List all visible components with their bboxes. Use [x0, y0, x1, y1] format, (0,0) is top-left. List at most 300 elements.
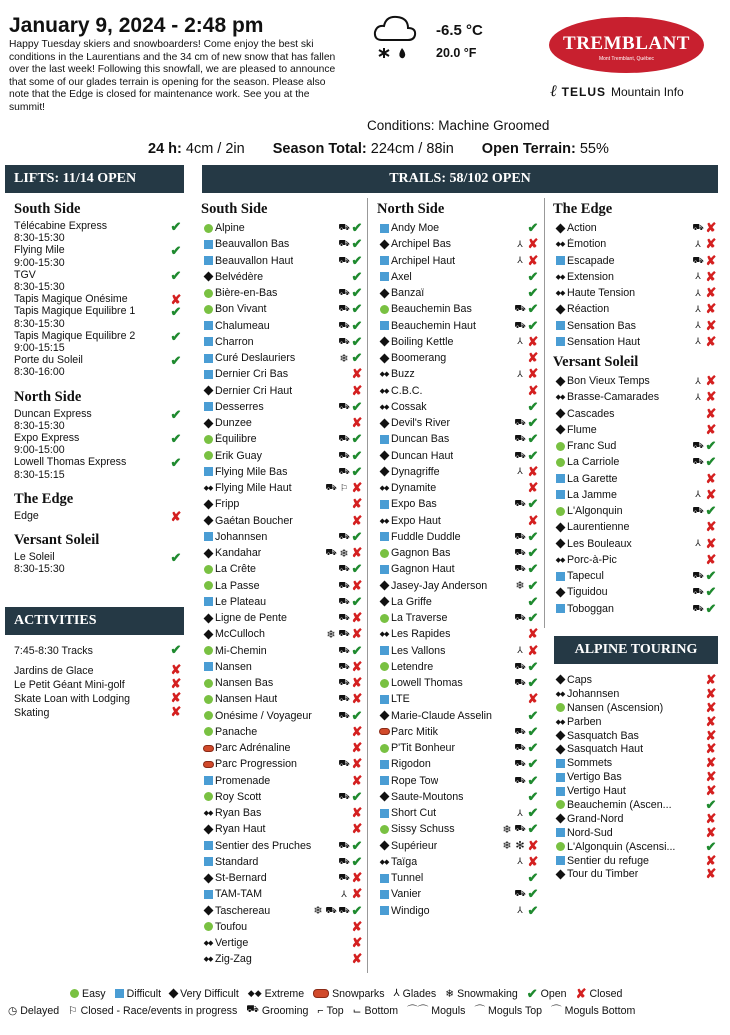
trail-status — [338, 301, 363, 317]
trail-row[interactable] — [377, 903, 539, 919]
glades-icon: ⅄ — [695, 238, 701, 249]
trail-row[interactable] — [553, 373, 717, 389]
open-check-icon: ✔ — [705, 796, 717, 812]
difficulty-icon — [201, 711, 215, 720]
trail-row[interactable] — [201, 854, 363, 870]
difficulty-icon — [201, 240, 215, 249]
extreme-double-diamond-icon: ◆◆ — [555, 394, 565, 402]
lift-name: Télécabine Express — [14, 220, 108, 232]
trail-name: Beauchemin Bas — [391, 303, 472, 316]
difficulty-icon — [201, 890, 215, 899]
trail-row[interactable] — [377, 431, 539, 447]
trail-row[interactable] — [377, 464, 539, 480]
telus-brand: TELUS — [561, 85, 607, 99]
trail-row[interactable] — [377, 756, 539, 772]
touring-row[interactable] — [553, 729, 717, 743]
difficult-square-icon — [556, 474, 565, 483]
trail-row[interactable] — [553, 471, 717, 487]
snowpark-icon — [203, 761, 214, 768]
touring-name: Johannsen — [567, 687, 620, 700]
open-check-icon: ✔ — [351, 593, 363, 609]
trail-row[interactable] — [553, 536, 717, 552]
trail-status — [527, 269, 539, 285]
lift-item[interactable] — [14, 551, 182, 575]
trail-row[interactable] — [201, 805, 363, 821]
grooming-icon: ⛟ — [338, 595, 350, 606]
lift-item[interactable] — [14, 305, 182, 329]
difficulty-icon — [377, 387, 391, 395]
difficulty-icon — [201, 922, 215, 931]
trail-name: Desserres — [215, 400, 264, 413]
very-difficult-diamond-icon — [203, 418, 213, 428]
trail-name: Onésime / Voyageur — [215, 709, 312, 722]
trail-row[interactable] — [201, 724, 363, 740]
grooming-icon: ⛟ — [338, 660, 350, 671]
trail-row[interactable] — [377, 480, 539, 496]
trail-row[interactable] — [377, 578, 539, 594]
trail-status — [527, 691, 539, 707]
trail-row[interactable] — [377, 236, 539, 252]
trail-row[interactable] — [553, 301, 717, 317]
trail-name: Standard — [215, 855, 259, 868]
trail-row[interactable] — [201, 610, 363, 626]
extreme-double-diamond-icon: ◆◆ — [379, 517, 389, 525]
very-difficult-diamond-icon — [555, 304, 565, 314]
trail-row[interactable] — [201, 789, 363, 805]
closed-x-icon: ✘ — [351, 918, 363, 934]
closed-x-icon: ✘ — [705, 551, 717, 567]
trail-name: Fuddle Duddle — [391, 530, 461, 543]
very-difficult-diamond-icon — [379, 418, 389, 428]
trail-row[interactable] — [201, 578, 363, 594]
lift-item[interactable] — [14, 408, 182, 432]
difficult-square-icon — [204, 402, 213, 411]
trail-row[interactable] — [377, 496, 539, 512]
trail-status — [351, 513, 363, 529]
closed-x-icon: ✘ — [527, 626, 539, 642]
touring-row[interactable] — [553, 770, 717, 784]
difficult-square-icon — [204, 776, 213, 785]
trail-row[interactable] — [201, 496, 363, 512]
trail-row[interactable] — [553, 269, 717, 285]
open-check-icon: ✔ — [170, 642, 182, 657]
lift-item[interactable] — [14, 330, 182, 354]
trail-name: Brasse-Camarades — [567, 391, 660, 404]
trail-row[interactable] — [377, 626, 539, 642]
closed-x-icon: ✘ — [351, 415, 363, 431]
trail-row[interactable] — [201, 675, 363, 691]
trail-status — [527, 870, 539, 886]
closed-x-icon: ✘ — [351, 821, 363, 837]
trail-row[interactable] — [377, 724, 539, 740]
difficulty-icon — [201, 420, 215, 427]
trail-row[interactable] — [377, 366, 539, 382]
touring-status — [705, 687, 717, 701]
moguls-icon: ⌒⌒ — [407, 1005, 429, 1017]
snowpark-icon — [313, 989, 329, 998]
glades-icon: ⅄ — [695, 320, 701, 331]
trail-row[interactable] — [377, 350, 539, 366]
open-check-icon: ✔ — [351, 268, 363, 284]
easy-circle-icon — [380, 614, 389, 623]
activity-item[interactable] — [14, 664, 182, 678]
trail-name: Gaétan Boucher — [215, 514, 293, 527]
trail-row[interactable] — [201, 773, 363, 789]
activity-item[interactable] — [14, 678, 182, 692]
trail-row[interactable] — [377, 253, 539, 269]
trail-row[interactable] — [553, 285, 717, 301]
touring-row[interactable] — [553, 826, 717, 840]
lift-item[interactable] — [14, 269, 182, 293]
difficulty-icon — [201, 550, 215, 557]
trail-row[interactable] — [201, 220, 363, 236]
closed-race-flag-icon: ⚐ — [339, 482, 349, 493]
trail-status — [501, 838, 539, 854]
trail-row[interactable] — [377, 448, 539, 464]
trail-row[interactable] — [201, 756, 363, 772]
difficult-square-icon — [380, 776, 389, 785]
trail-status — [338, 529, 363, 545]
trail-row[interactable] — [201, 350, 363, 366]
difficult-square-icon — [380, 321, 389, 330]
column-divider — [367, 198, 368, 973]
very-difficult-diamond-icon — [379, 841, 389, 851]
trail-row[interactable] — [377, 838, 539, 854]
trail-name: Axel — [391, 270, 412, 283]
trail-row[interactable] — [553, 454, 717, 470]
trail-row[interactable] — [377, 269, 539, 285]
trail-row[interactable] — [201, 253, 363, 269]
touring-row[interactable] — [553, 798, 717, 812]
trail-row[interactable] — [201, 708, 363, 724]
trail-status — [338, 431, 363, 447]
activity-item[interactable] — [14, 692, 182, 706]
touring-row[interactable] — [553, 673, 717, 687]
trail-row[interactable] — [377, 610, 539, 626]
trail-row[interactable] — [377, 886, 539, 902]
difficulty-icon — [201, 615, 215, 622]
easy-circle-icon — [204, 646, 213, 655]
trail-row[interactable] — [201, 659, 363, 675]
trail-status — [514, 903, 539, 919]
trail-row[interactable] — [377, 643, 539, 659]
trail-row[interactable] — [377, 318, 539, 334]
trail-row[interactable] — [201, 919, 363, 935]
difficulty-icon — [553, 306, 567, 313]
trail-row[interactable] — [201, 383, 363, 399]
trail-row[interactable] — [377, 821, 539, 837]
trail-row[interactable] — [201, 529, 363, 545]
difficulty-icon — [377, 614, 391, 623]
trail-name: Lowell Thomas — [391, 677, 463, 690]
trail-row[interactable] — [201, 903, 363, 919]
trail-status — [692, 220, 717, 236]
extreme-double-diamond-icon: ◆◆ — [555, 290, 565, 298]
telus-logo-icon: ℓ — [550, 83, 557, 100]
lift-item[interactable] — [14, 244, 182, 268]
difficulty-icon — [377, 906, 391, 915]
trail-name: Roy Scott — [215, 790, 262, 803]
difficulty-icon — [201, 841, 215, 850]
grooming-icon: ⛟ — [338, 758, 350, 769]
difficulty-icon — [377, 646, 391, 655]
trail-row[interactable] — [201, 415, 363, 431]
grooming-icon: ⛟ — [514, 547, 526, 558]
touring-name: Sasquatch Bas — [567, 729, 639, 742]
bottom-icon: ⌙ — [352, 1004, 362, 1017]
extreme-double-diamond-icon: ◆◆ — [379, 371, 389, 379]
trail-row[interactable] — [201, 334, 363, 350]
trail-row[interactable] — [201, 740, 363, 756]
very-difficult-diamond-icon — [379, 288, 389, 298]
difficulty-icon — [201, 467, 215, 476]
trail-row[interactable] — [553, 220, 717, 236]
trail-name: Cossak — [391, 400, 427, 413]
grooming-icon: ⛟ — [338, 855, 350, 866]
trail-status — [338, 643, 363, 659]
grooming-icon: ⛟ — [325, 547, 337, 558]
trail-row[interactable] — [553, 568, 717, 584]
trail-row[interactable] — [201, 870, 363, 886]
trail-name: Flume — [567, 423, 597, 436]
touring-row[interactable] — [553, 756, 717, 770]
trail-status — [692, 285, 717, 301]
trail-row[interactable] — [377, 854, 539, 870]
grooming-icon: ⛟ — [338, 287, 350, 298]
closed-x-icon: ✘ — [527, 512, 539, 528]
trail-row[interactable] — [553, 334, 717, 350]
trail-row[interactable] — [201, 366, 363, 382]
lift-item[interactable] — [14, 292, 182, 308]
trail-row[interactable] — [201, 513, 363, 529]
touring-row[interactable] — [553, 784, 717, 798]
difficulty-icon — [201, 256, 215, 265]
trail-row[interactable] — [201, 821, 363, 837]
open-check-icon: ✔ — [527, 805, 539, 821]
lift-item[interactable] — [14, 220, 182, 244]
trail-row[interactable] — [201, 269, 363, 285]
open-check-icon: ✔ — [527, 886, 539, 902]
trail-row[interactable] — [377, 334, 539, 350]
trail-row[interactable] — [377, 675, 539, 691]
trail-row[interactable] — [377, 659, 539, 675]
lift-name: Expo Express — [14, 432, 80, 445]
difficult-square-icon — [380, 809, 389, 818]
trail-row[interactable] — [201, 626, 363, 642]
trail-row[interactable] — [201, 464, 363, 480]
extreme-double-diamond-icon: ◆◆ — [203, 485, 213, 493]
trail-row[interactable] — [201, 643, 363, 659]
trail-row[interactable] — [201, 935, 363, 951]
logo-subtext: Mont Tremblant, Québec — [598, 56, 655, 62]
trail-row[interactable] — [553, 503, 717, 519]
very-difficult-diamond-icon — [203, 272, 213, 282]
trail-row[interactable] — [377, 301, 539, 317]
trail-status — [338, 659, 363, 675]
trail-row[interactable] — [553, 253, 717, 269]
trail-row[interactable] — [553, 406, 717, 422]
trail-row[interactable] — [201, 951, 363, 967]
trail-row[interactable] — [377, 545, 539, 561]
trail-row[interactable] — [553, 487, 717, 503]
trail-row[interactable] — [201, 431, 363, 447]
trail-row[interactable] — [201, 399, 363, 415]
lift-item[interactable] — [14, 510, 182, 522]
activity-name: Le Petit Géant Mini-golf — [14, 679, 125, 691]
closed-x-icon: ✘ — [351, 805, 363, 821]
trail-row[interactable] — [553, 389, 717, 405]
closed-x-icon: ✘ — [705, 373, 717, 389]
trail-name: Les Vallons — [391, 644, 446, 657]
conditions: Conditions: Machine Groomed — [367, 118, 550, 133]
difficult-square-icon — [380, 890, 389, 899]
difficult-square-icon — [556, 321, 565, 330]
activity-item[interactable] — [14, 644, 182, 658]
touring-status — [705, 854, 717, 868]
closed-x-icon: ✘ — [351, 577, 363, 593]
difficulty-icon — [201, 646, 215, 655]
closed-x-icon: ✘ — [170, 704, 182, 719]
touring-row[interactable] — [553, 687, 717, 701]
trail-row[interactable] — [377, 740, 539, 756]
difficult-square-icon — [556, 856, 565, 865]
trail-status — [338, 578, 363, 594]
closed-x-icon: ✘ — [705, 866, 717, 882]
touring-name: Vertigo Haut — [567, 785, 626, 798]
difficulty-icon — [377, 435, 391, 444]
grooming-icon: ⛟ — [338, 839, 350, 850]
activity-name: Jardins de Glace — [14, 665, 94, 677]
difficulty-icon — [201, 826, 215, 833]
grooming-icon: ⛟ — [514, 433, 526, 444]
touring-row[interactable] — [553, 812, 717, 826]
trail-row[interactable] — [377, 789, 539, 805]
trail-row[interactable] — [377, 708, 539, 724]
trail-status — [514, 740, 539, 756]
trail-status — [338, 838, 363, 854]
difficulty-icon — [553, 458, 567, 467]
trail-row[interactable] — [377, 594, 539, 610]
trail-row[interactable] — [377, 561, 539, 577]
trail-row[interactable] — [201, 838, 363, 854]
trail-row[interactable] — [377, 383, 539, 399]
lift-item[interactable] — [14, 354, 182, 378]
trail-row[interactable] — [201, 594, 363, 610]
trail-row[interactable] — [377, 399, 539, 415]
trail-status — [351, 415, 363, 431]
trail-row[interactable] — [377, 285, 539, 301]
trail-status — [705, 422, 717, 438]
lift-name: Porte du Soleil — [14, 354, 83, 367]
difficulty-icon — [553, 828, 567, 837]
touring-name: Nord-Sud — [567, 826, 613, 839]
easy-circle-icon — [204, 727, 213, 736]
trail-name: Chalumeau — [215, 319, 270, 332]
lift-item[interactable] — [14, 432, 182, 456]
touring-row[interactable] — [553, 742, 717, 756]
trail-row[interactable] — [377, 691, 539, 707]
touring-row[interactable] — [553, 840, 717, 854]
open-check-icon: ✔ — [527, 772, 539, 788]
grooming-icon: ⛟ — [338, 872, 350, 883]
trail-row[interactable] — [553, 584, 717, 600]
easy-circle-icon — [204, 224, 213, 233]
trail-name: Franc Sud — [567, 440, 617, 453]
trail-row[interactable] — [201, 561, 363, 577]
glades-icon: ⅄ — [517, 336, 523, 347]
open-check-icon: ✔ — [351, 252, 363, 268]
trail-row[interactable] — [201, 236, 363, 252]
trail-name: Escapade — [567, 254, 615, 267]
closed-x-icon: ✘ — [705, 236, 717, 252]
trail-row[interactable] — [553, 236, 717, 252]
difficulty-icon — [553, 604, 567, 613]
glades-icon: ⅄ — [517, 856, 523, 867]
telus-mountain-info — [550, 83, 684, 101]
trail-row[interactable] — [201, 886, 363, 902]
trail-name: Charron — [215, 335, 254, 348]
trail-name: Nansen Bas — [215, 677, 274, 690]
trail-row[interactable] — [377, 513, 539, 529]
touring-row[interactable] — [553, 867, 717, 881]
trail-row[interactable] — [553, 601, 717, 617]
closed-x-icon: ✘ — [705, 333, 717, 349]
difficult-square-icon — [204, 467, 213, 476]
trail-row[interactable] — [377, 529, 539, 545]
open-check-icon: ✔ — [705, 438, 717, 454]
trail-row[interactable] — [201, 691, 363, 707]
glades-icon: ⅄ — [695, 375, 701, 386]
trail-row[interactable] — [553, 552, 717, 568]
activity-item[interactable] — [14, 706, 182, 720]
trail-row[interactable] — [201, 448, 363, 464]
touring-row[interactable] — [553, 701, 717, 715]
trail-row[interactable] — [553, 422, 717, 438]
trail-row[interactable] — [377, 805, 539, 821]
open-check-icon: ✔ — [527, 415, 539, 431]
touring-row[interactable] — [553, 854, 717, 868]
lift-name: Tapis Magique Equilibre 2 — [14, 329, 136, 342]
trail-row[interactable] — [201, 545, 363, 561]
trail-row[interactable] — [377, 870, 539, 886]
difficult-square-icon — [380, 272, 389, 281]
trail-row[interactable] — [201, 285, 363, 301]
trail-row[interactable] — [377, 773, 539, 789]
trail-row[interactable] — [553, 519, 717, 535]
trail-status — [338, 253, 363, 269]
trail-status — [514, 643, 539, 659]
closed-x-icon: ✘ — [527, 837, 539, 853]
open-check-icon: ✔ — [527, 821, 539, 837]
trail-row[interactable] — [553, 438, 717, 454]
trail-row[interactable] — [201, 480, 363, 496]
trail-name: Supérieur — [391, 839, 438, 852]
trail-row[interactable] — [201, 318, 363, 334]
trail-row[interactable] — [377, 220, 539, 236]
trail-row[interactable] — [553, 318, 717, 334]
closed-x-icon: ✘ — [527, 236, 539, 252]
trail-name: Ryan Bas — [215, 807, 262, 820]
touring-name: Nansen (Ascension) — [567, 701, 664, 714]
trail-row[interactable] — [201, 301, 363, 317]
difficulty-icon — [377, 630, 391, 638]
trail-status — [351, 951, 363, 967]
trail-row[interactable] — [377, 415, 539, 431]
touring-name: Sasquatch Haut — [567, 743, 644, 756]
lift-item[interactable] — [14, 456, 182, 480]
grooming-icon: ⛟ — [514, 725, 526, 736]
touring-row[interactable] — [553, 715, 717, 729]
